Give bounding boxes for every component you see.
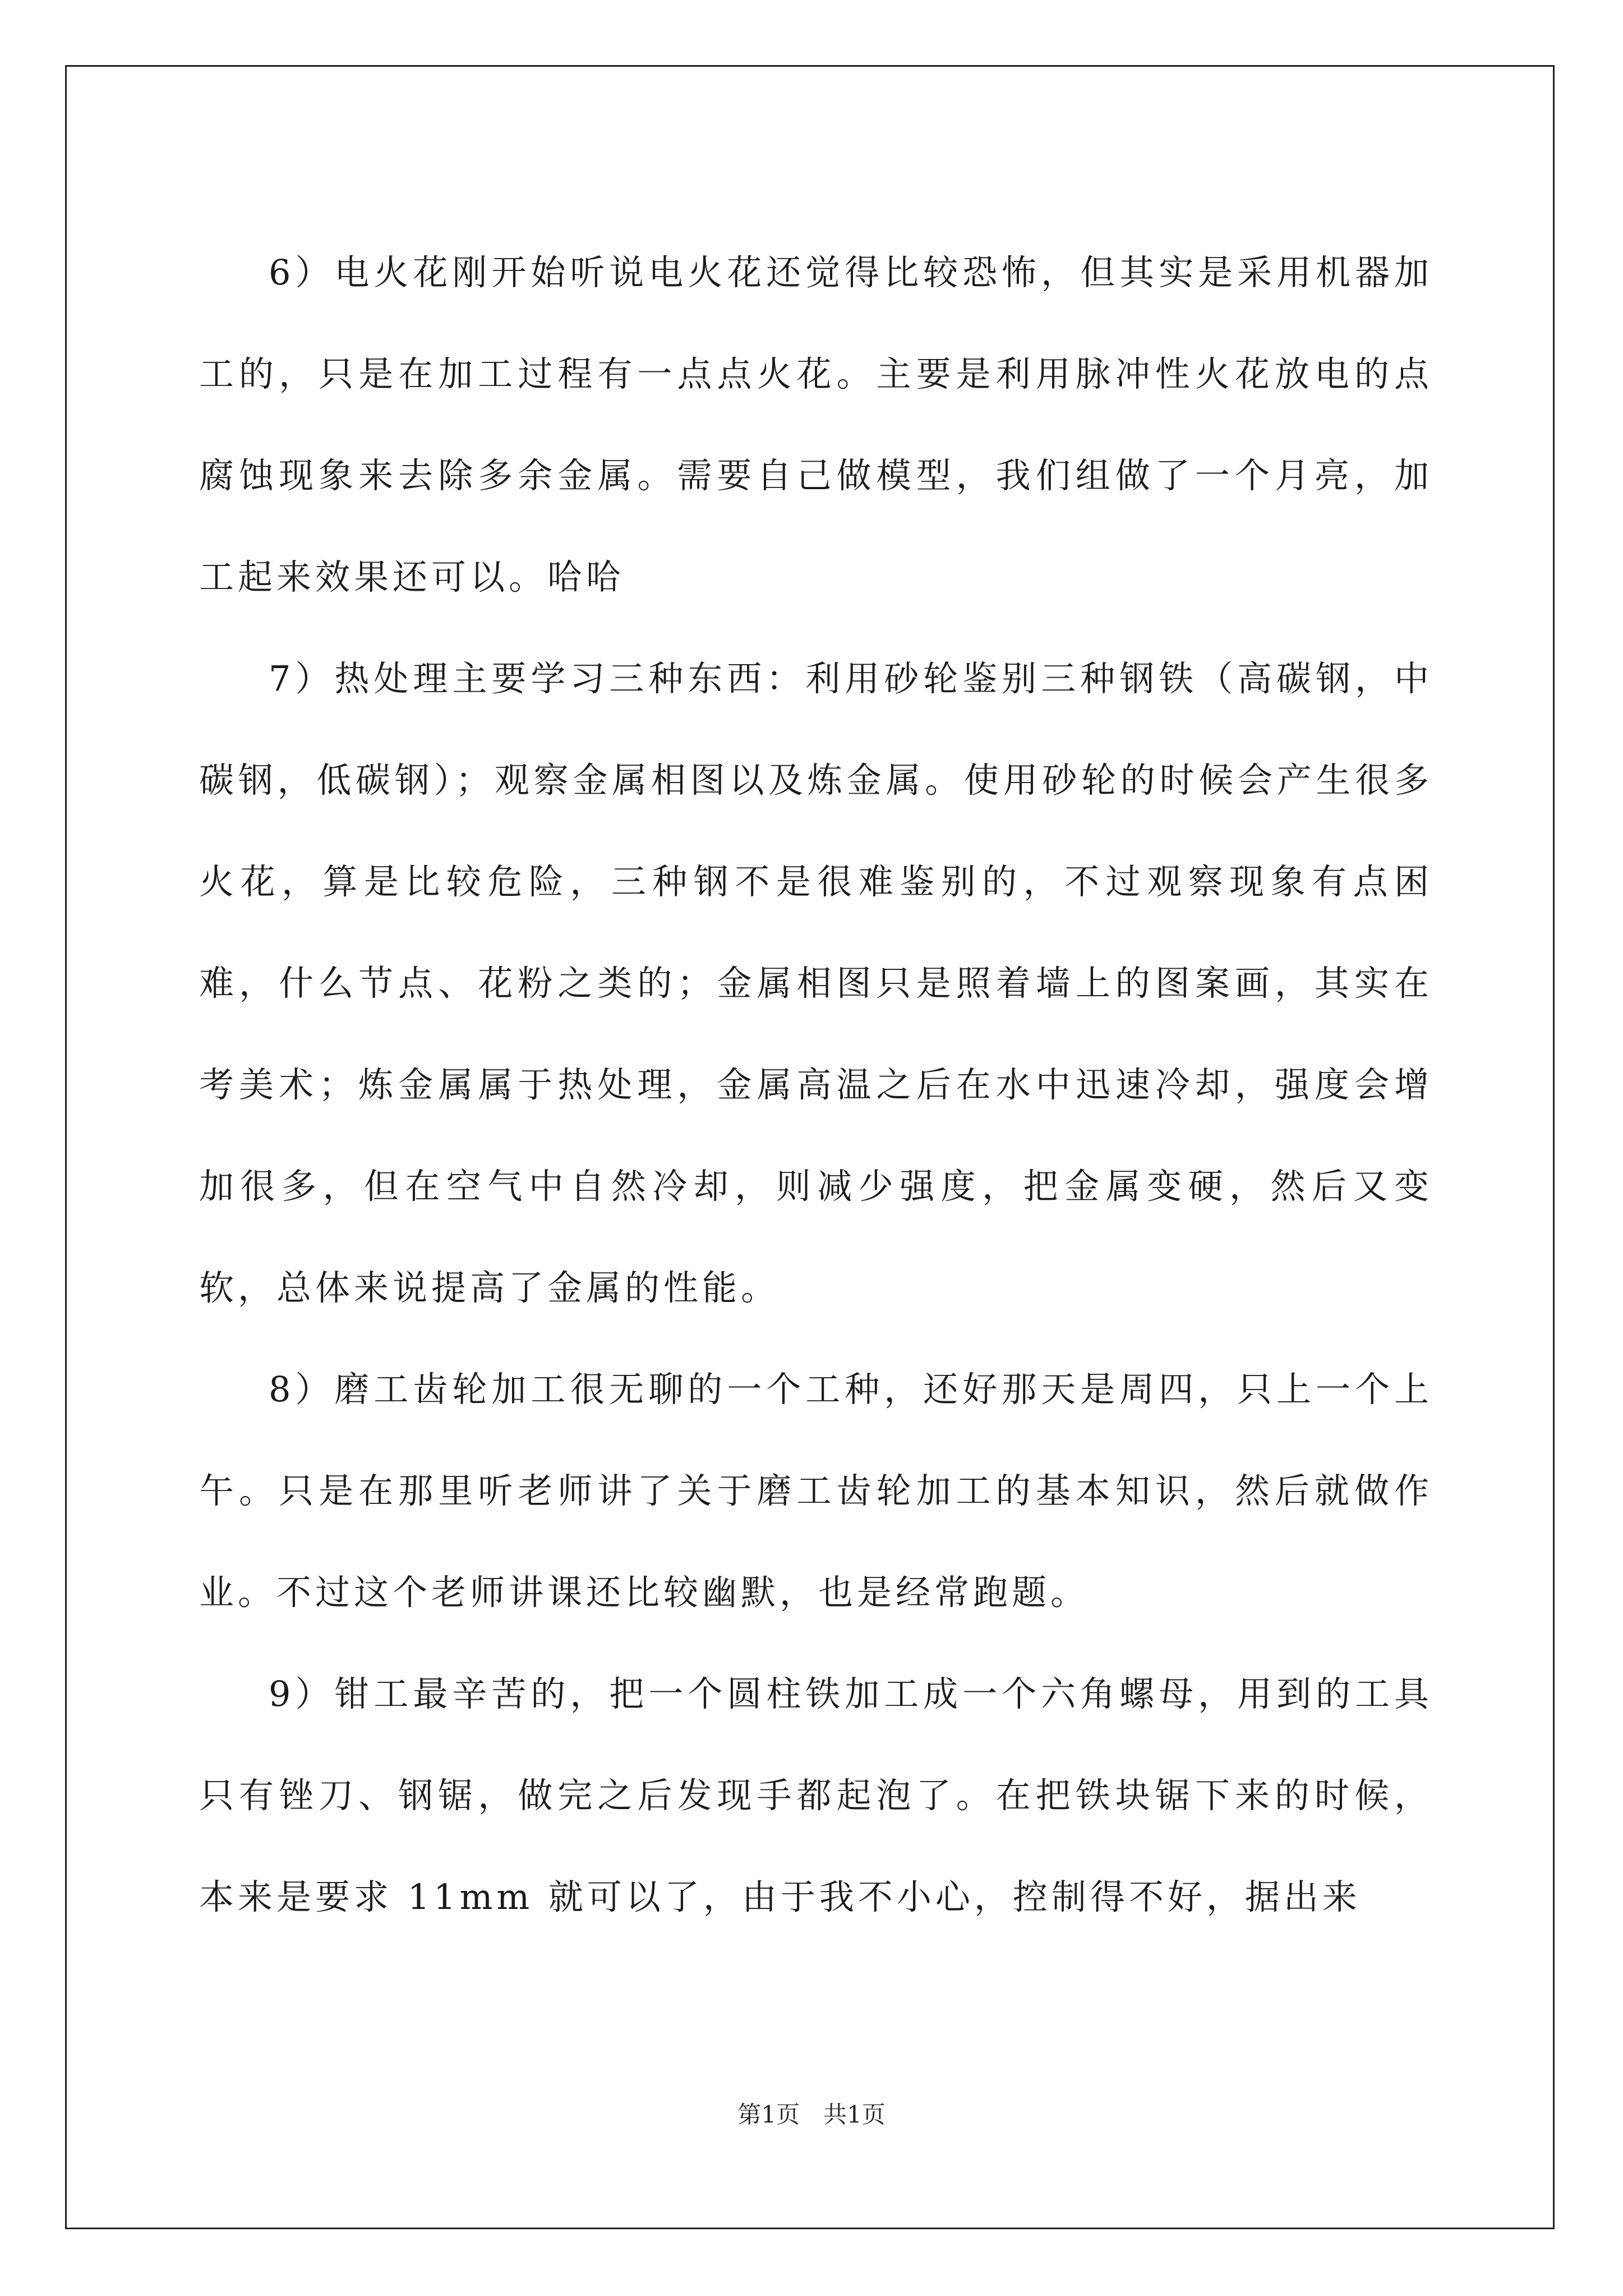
paragraph-6: 6）电火花刚开始听说电火花还觉得比较恐怖，但其实是采用机器加工的，只是在加工过程有一点点火花。主要是利用脉冲性火花放电的点腐蚀现象来去除多余金属。需要自己做模型，我们组做了一个月亮，加工起来效果还可以。哈哈 (199, 252, 1433, 597)
page-footer (0, 2098, 1623, 2132)
paragraph-9: 9）钳工最辛苦的，把一个圆柱铁加工成一个六角螺母，用到的工具只有锉刀、钢锯，做完之后发现手都起泡了。在把铁块锯下来的时候，本来是要求 11mm 就可以了，由于我不小心，控制得不好，据出来 (199, 1673, 1433, 1917)
paragraph-8: 8）磨工齿轮加工很无聊的一个工种，还好那天是周四，只上一个上午。只是在那里听老师讲了关于磨工齿轮加工的基本知识，然后就做作业。不过这个老师讲课还比较幽默，也是经常跑题。 (199, 1369, 1433, 1613)
paragraph-7: 7）热处理主要学习三种东西：利用砂轮鉴别三种钢铁（高碳钢，中碳钢，低碳钢）；观察金属相图以及炼金属。使用砂轮的时候会产生很多火花，算是比较危险，三种钢不是很难鉴别的，不过观察现象有点困难，什么节点、花粉之类的；金属相图只是照着墙上的图案画，其实在考美术；炼金属属于热处理，金属高温之后在水中迅速冷却，强度会增加很多，但在空气中自然冷却，则减少强度，把金属变硬，然后又变软，总体来说提高了金属的性能。 (199, 658, 1433, 1308)
document-body (199, 222, 1433, 1948)
page-number: 第1页 共1页 (737, 2101, 886, 2128)
